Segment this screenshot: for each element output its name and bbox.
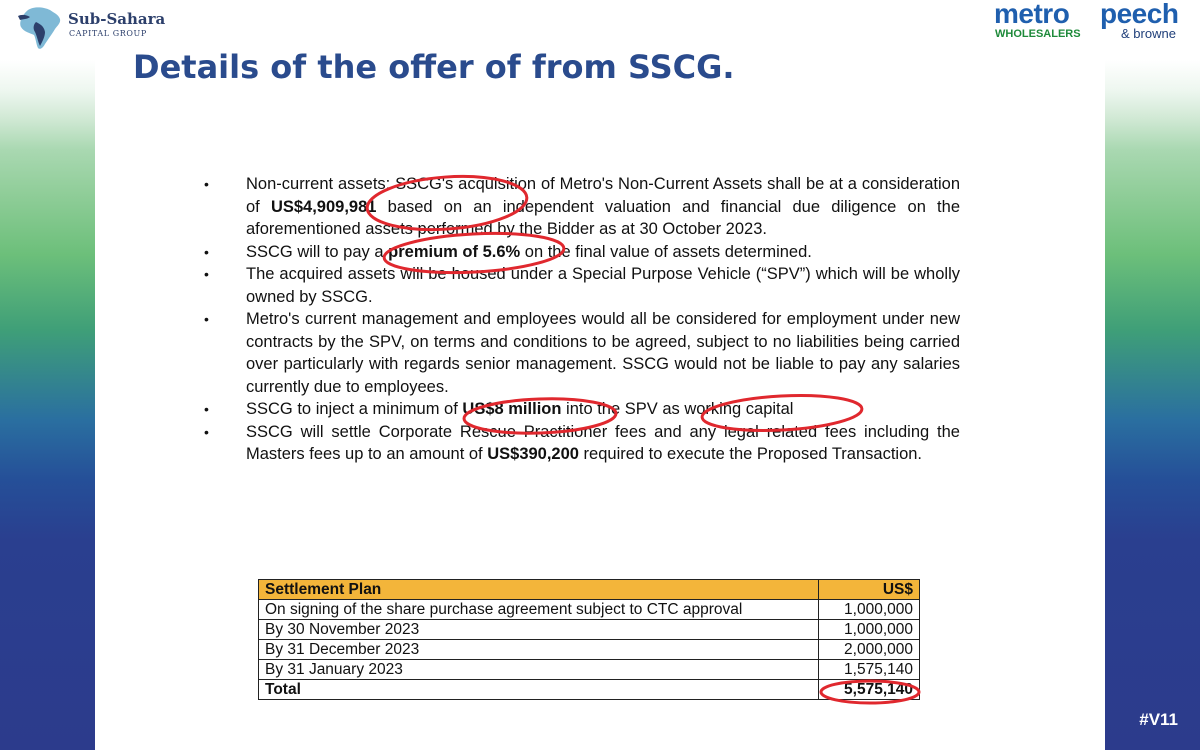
bullet-item: • Metro's current management and employees would all be considered for employment under new contracts by the SPV, on terms and conditions to be agreed, subject to no liabilities being carried over particularly with regards senior management. SSCG would not be liable to pay any salaries currently due to employees. <box>204 310 960 396</box>
browne-wordmark: & browne <box>1121 26 1176 41</box>
bullet-item: • Non-current assets: SSCG's acquisition of Metro's Non-Current Assets shall be at a consideration of US$4,909,981 based on an independent valuation and financial due diligence on the aforementioned assets performed by the Bidder as at 30 October 2023. <box>204 175 960 238</box>
total-label: Total <box>259 680 819 700</box>
wholesalers-wordmark: WHOLESALERS <box>995 28 1081 40</box>
amount-header: US$ <box>819 580 920 600</box>
row-label: By 30 November 2023 <box>259 620 819 640</box>
sub-sahara-subtitle: CAPITAL GROUP <box>69 29 147 38</box>
right-gradient-band <box>1105 0 1200 750</box>
table-row <box>259 620 920 640</box>
row-label: By 31 December 2023 <box>259 640 819 660</box>
metro-peech-logo <box>994 0 1194 44</box>
peech-wordmark: peech <box>1100 0 1179 29</box>
working-capital-value: US$8 million <box>462 400 562 418</box>
offer-bullet-list <box>200 173 960 466</box>
table-row <box>259 600 920 620</box>
row-amount: 1,575,140 <box>819 660 920 680</box>
settlement-plan-header: Settlement Plan <box>259 580 819 600</box>
bullet-dot: • <box>204 266 209 282</box>
metro-wordmark: metro <box>994 0 1070 29</box>
bullet-item: • SSCG will to pay a premium of 5.6% on the final value of assets determined. <box>200 241 960 264</box>
premium-value: premium of 5.6% <box>388 242 521 261</box>
row-amount: 1,000,000 <box>819 600 920 620</box>
bullet-item: • SSCG to inject a minimum of US$8 million into the SPV as working capital <box>200 398 960 421</box>
page-title: Details of the offer of from SSCG. <box>133 48 735 86</box>
bullet-dot: • <box>204 401 209 417</box>
bullet-dot: • <box>204 243 209 260</box>
row-amount: 2,000,000 <box>819 640 920 660</box>
bullet-dot: • <box>204 176 209 192</box>
total-amount: 5,575,140 <box>819 680 920 700</box>
sub-sahara-logo <box>8 4 208 50</box>
table-header-row <box>259 580 920 600</box>
table-row <box>259 660 920 680</box>
bullet-dot: • <box>204 423 209 440</box>
settlement-plan-table <box>258 579 920 700</box>
fees-value: US$390,200 <box>487 445 579 463</box>
table-row <box>259 640 920 660</box>
bullet-item: • The acquired assets will be housed under a Special Purpose Vehicle (“SPV”) which will be wholly owned by SSCG. <box>204 265 960 306</box>
table-total-row <box>259 680 920 700</box>
asset-consideration-value: US$4,909,981 <box>270 197 377 216</box>
row-amount: 1,000,000 <box>819 620 920 640</box>
left-gradient-band <box>0 0 95 750</box>
slide-tag: #V11 <box>1139 710 1178 729</box>
bullet-item: • SSCG will settle Corporate Rescue Practitioner fees and any legal related fees including the Masters fees up to an amount of US$390,200 required to execute the Proposed Transaction. <box>204 422 960 463</box>
bullet-dot: • <box>204 311 209 327</box>
row-label: By 31 January 2023 <box>259 660 819 680</box>
africa-map-icon <box>14 4 66 52</box>
row-label: On signing of the share purchase agreement subject to CTC approval <box>259 600 819 620</box>
sub-sahara-name: Sub-Sahara <box>68 10 166 28</box>
